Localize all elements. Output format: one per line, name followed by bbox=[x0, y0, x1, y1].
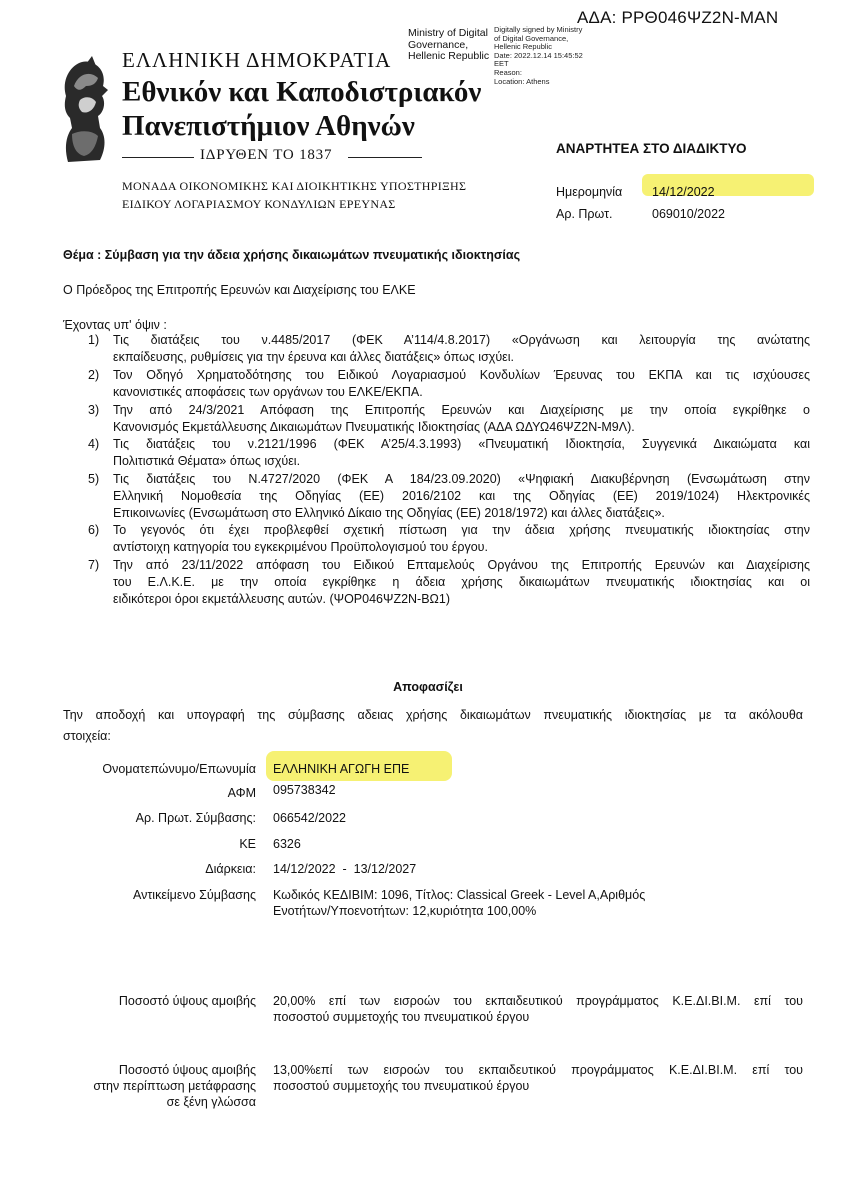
republic-heading: ΕΛΛΗΝΙΚΗ ΔΗΜΟΚΡΑΤΙΑ bbox=[122, 48, 392, 72]
fee-line: 20,00% επί των εισροών του εκπαιδευτικού προγράμματος Κ.Ε.ΔΙ.ΒΙ.Μ. επί του bbox=[273, 994, 803, 1008]
date-value: 14/12/2022 bbox=[652, 185, 715, 199]
list-item-line: αντίστοιχη κατηγορία του εγκεκριμένου Προϋπολογισμού του έργου. bbox=[113, 540, 488, 554]
having-in-view: Έχοντας υπ' όψιν : bbox=[63, 318, 167, 332]
unit-name-line2: ΕΙΔΙΚΟΥ ΛΟΓΑΡΙΑΣΜΟΥ ΚΟΝΔΥΛΙΩΝ ΕΡΕΥΝΑΣ bbox=[122, 197, 396, 211]
ke-label: ΚΕ bbox=[239, 837, 256, 851]
list-item-number: 1) bbox=[88, 333, 100, 347]
translation-fee-value bbox=[273, 1062, 803, 1094]
name-label: Ονοματεπώνυμο/Επωνυμία bbox=[102, 762, 256, 776]
signature-org-line: Governance, bbox=[408, 38, 469, 51]
list-item-line: Κανονισμός Εκμετάλλευσης Δικαιωμάτων Πνευματικής Ιδιοκτησίας (ΑΔΑ ΩΔΥΩ46ΨΖ2Ν-Μ9Λ). bbox=[113, 420, 635, 434]
list-item-number: 5) bbox=[88, 472, 100, 486]
object-line: Ενοτήτων/Υποενοτήτων: 12,κυριότητα 100,00% bbox=[273, 904, 537, 918]
list-item bbox=[88, 471, 810, 522]
list-item bbox=[88, 332, 810, 366]
translation-label-line: στην περίπτωση μετάφρασης bbox=[93, 1079, 256, 1093]
list-item-number: 4) bbox=[88, 437, 100, 451]
acceptance-text-line: στοιχεία: bbox=[63, 729, 111, 743]
protocol-value: 069010/2022 bbox=[652, 207, 725, 221]
protocol-label: Αρ. Πρωτ. bbox=[556, 207, 613, 221]
date-label: Ημερομηνία bbox=[556, 185, 623, 199]
acceptance-text-line: Την αποδοχή και υπογραφή της σύμβασης αδειας χρήσης δικαιωμάτων πνευματικής ιδιοκτησίας με τα ακόλουθα bbox=[63, 708, 803, 722]
signature-org-line: Ministry of Digital bbox=[408, 27, 488, 39]
translation-label-line: σε ξένη γλώσσα bbox=[166, 1095, 256, 1109]
list-item-number: 7) bbox=[88, 558, 100, 572]
list-item-line: Πολιτιστικά Θέματα» όπως ισχύει. bbox=[113, 454, 301, 468]
list-item-line: εκπαίδευσης, ρυθμίσεις για την έρευνα και άλλες διατάξεις» όπως ισχύει. bbox=[113, 350, 515, 364]
translation-fee-label bbox=[93, 1062, 256, 1110]
athena-logo-icon bbox=[56, 56, 112, 166]
university-name-line2: Πανεπιστήμιον Αθηνών bbox=[122, 110, 415, 142]
fee-value bbox=[273, 993, 803, 1025]
list-item-line: Τις διατάξεις του Ν.4727/2020 (ΦΕΚ Α 184/23.09.2020) «Ψηφιακή Διακυβέρνηση (Ενσωμάτωση στην bbox=[113, 472, 810, 486]
contract-value: 066542/2022 bbox=[273, 811, 346, 825]
list-item-line: Την από 24/3/2021 Απόφαση της Επιτροπής Ερευνών και Διαχείρισης με την οποία εγκρίθηκε ο bbox=[113, 403, 810, 417]
list-item-line: κανονιστικές αποφάσεις των οργάνων του ΕΛΚΕ/ΕΚΠΑ. bbox=[113, 385, 423, 399]
afm-value: 095738342 bbox=[273, 783, 336, 797]
decision-heading: Αποφασίζει bbox=[393, 680, 463, 694]
list-item-number: 6) bbox=[88, 523, 100, 537]
list-item-line: Το γεγονός ότι έχει προβλεφθεί σχετική πίστωση για την άδεια χρήσης πνευματικής ιδιοκτησίας στην bbox=[113, 523, 810, 537]
duration-label: Διάρκεια: bbox=[205, 862, 256, 876]
object-value bbox=[273, 887, 645, 919]
fee-line: ποσοστού συμμετοχής του πνευματικού έργου bbox=[273, 1010, 530, 1024]
list-item bbox=[88, 557, 810, 608]
duration-value: 14/12/2022 - 13/12/2027 bbox=[273, 862, 417, 876]
fee-label: Ποσοστό ύψους αμοιβής bbox=[118, 994, 256, 1008]
list-item-line: Τις διατάξεις του ν.2121/1996 (ΦΕΚ Α’25/4.3.1993) «Πνευματική Ιδιοκτησία, Συγγενικά Δικαιώματα και bbox=[113, 437, 810, 451]
list-item-line: ειδικότεροι όροι εκμετάλλευσης αυτών. (ΨΟΡ046ΨΖ2Ν-ΒΩ1) bbox=[113, 592, 451, 606]
digital-signature-details bbox=[494, 26, 586, 86]
list-item-line: του Ε.Λ.Κ.Ε. με την οποία εγκρίθηκε η άδεια χρήσης δικαιωμάτων πνευματικής ιδιοκτησίας και οι bbox=[113, 575, 810, 589]
list-item bbox=[88, 522, 810, 556]
signature-detail-line: EET bbox=[494, 59, 509, 69]
name-value: ΕΛΛΗΝΙΚΗ ΑΓΩΓΗ ΕΠΕ bbox=[273, 762, 410, 776]
digital-signature-org bbox=[408, 28, 496, 63]
divider bbox=[348, 157, 422, 158]
unit-name-line1: ΜΟΝΑΔΑ ΟΙΚΟΝΟΜΙΚΗΣ ΚΑΙ ΔΙΟΙΚΗΤΙΚΗΣ ΥΠΟΣΤΗΡΙΞΗΣ bbox=[122, 179, 467, 193]
afm-label: ΑΦΜ bbox=[227, 786, 256, 800]
divider bbox=[122, 157, 194, 158]
list-item-line: Τον Οδηγό Χρηματοδότησης του Ειδικού Λογαριασμού Κονδυλίων Έρευνας του ΕΚΠΑ και τις ισχύουσες bbox=[113, 368, 810, 382]
translation-line: 13,00%επί των εισροών του εκπαιδευτικού προγράμματος Κ.Ε.ΔΙ.ΒΙ.Μ. επί του bbox=[273, 1063, 803, 1077]
subject-heading: Θέμα : Σύμβαση για την άδεια χρήσης δικαιωμάτων πνευματικής ιδιοκτησίας bbox=[63, 248, 521, 262]
signature-detail-line: Date: 2022.12.14 15:45:52 bbox=[494, 50, 583, 60]
signature-detail-line: Location: Athens bbox=[494, 76, 550, 86]
list-item-line: Ελληνική Νομοθεσία της Οδηγίας (ΕΕ) 2016/2102 και της Οδηγίας (ΕΕ) 2019/1024) Ηλεκτρονικές bbox=[113, 489, 810, 503]
signature-org-line: Hellenic Republic bbox=[408, 50, 490, 62]
ada-code: ΑΔΑ: ΡΡΘ046ΨΖ2Ν-ΜΑΝ bbox=[577, 8, 779, 27]
list-item bbox=[88, 402, 810, 436]
list-item bbox=[88, 436, 810, 470]
translation-line: ποσοστού συμμετοχής του πνευματικού έργου bbox=[273, 1079, 530, 1093]
list-item bbox=[88, 367, 810, 401]
ke-value: 6326 bbox=[273, 837, 301, 851]
signature-detail-line: of Digital Governance, bbox=[494, 33, 569, 43]
list-item-number: 2) bbox=[88, 368, 100, 382]
signature-detail-line: Reason: bbox=[494, 67, 522, 77]
founded-text: ΙΔΡΥΘΕΝ ΤΟ 1837 bbox=[200, 147, 333, 163]
list-item-line: Τις διατάξεις του ν.4485/2017 (ΦΕΚ Α’114/4.8.2017) «Οργάνωση και λειτουργία της ανώτατης bbox=[113, 333, 810, 347]
list-item-number: 3) bbox=[88, 403, 100, 417]
signature-detail-line: Hellenic Republic bbox=[494, 42, 552, 52]
university-name-line1: Εθνικόν και Καποδιστριακόν bbox=[122, 76, 482, 108]
founded-banner bbox=[122, 147, 422, 169]
list-item-line: Επικοινωνίες (Ενσωμάτωση στο Ελληνικό Δίκαιο της Οδηγίας (ΕΕ) 2018/1972) και άλλες διατάξεις». bbox=[113, 506, 665, 520]
signature-detail-line: Digitally signed by Ministry bbox=[494, 25, 583, 34]
translation-label-line: Ποσοστό ύψους αμοιβής bbox=[118, 1063, 256, 1077]
list-item-line: Την από 23/11/2022 απόφαση του Ειδικού Επταμελούς Οργάνου της Επιτροπής Ερευνών και Διαχείρισης bbox=[113, 558, 810, 572]
post-online-title: ΑΝΑΡΤΗΤΕΑ ΣΤΟ ΔΙΑΔΙΚΤΥΟ bbox=[556, 141, 747, 156]
contract-label: Αρ. Πρωτ. Σύμβασης: bbox=[135, 811, 256, 825]
object-line: Κωδικός ΚΕΔΙΒΙΜ: 1096, Τίτλος: Classical Greek - Level A,Αριθμός bbox=[273, 888, 646, 902]
object-label: Αντικείμενο Σύμβασης bbox=[133, 888, 256, 902]
president-line: Ο Πρόεδρος της Επιτροπής Ερευνών και Διαχείρισης του ΕΛΚΕ bbox=[63, 283, 416, 297]
